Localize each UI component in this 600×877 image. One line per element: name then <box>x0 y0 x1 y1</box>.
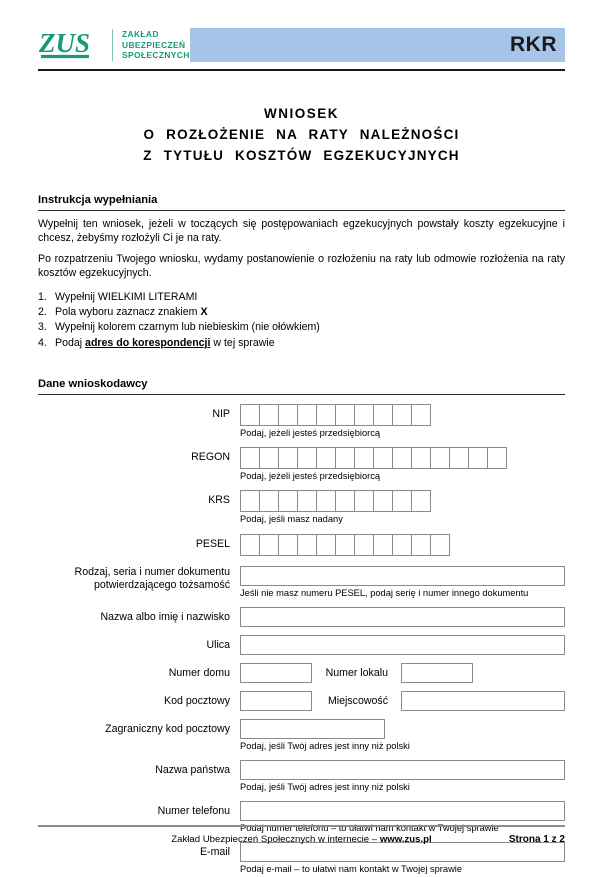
org-name <box>122 28 190 62</box>
char-cell[interactable] <box>297 447 317 469</box>
instructions-heading: Instrukcja wypełniania <box>38 194 565 211</box>
char-cell[interactable] <box>259 534 279 556</box>
char-cell[interactable] <box>240 534 260 556</box>
email-input[interactable] <box>240 842 565 862</box>
char-cell[interactable] <box>335 447 355 469</box>
char-cell[interactable] <box>316 534 336 556</box>
house-flat-row <box>38 663 565 683</box>
instructions-paragraph-1: Wypełnij ten wniosek, jeżeli w toczących się postępowaniach egzekucyjnych powstały koszty egzekucyjne i chcesz, żebyśmy rozłożyli Ci je na raty. <box>38 217 565 244</box>
email-hint: Podaj e-mail – to ułatwi nam kontakt w Twojej sprawie <box>240 864 463 875</box>
instructions-list <box>38 290 565 351</box>
phone-hint: Podaj numer telefonu – to ułatwi nam kontakt w Twojej sprawie <box>240 823 499 834</box>
char-cell[interactable] <box>259 404 279 426</box>
char-cell[interactable] <box>259 490 279 512</box>
char-cell[interactable] <box>354 490 374 512</box>
nip-input[interactable] <box>240 404 565 426</box>
zus-logo <box>38 28 106 62</box>
char-cell[interactable] <box>316 404 336 426</box>
char-cell[interactable] <box>487 447 507 469</box>
email-label: E-mail <box>199 846 230 859</box>
regon-hint: Podaj, jeżeli jesteś przedsiębiorcą <box>240 471 381 482</box>
char-cell[interactable] <box>316 447 336 469</box>
nip-label: NIP <box>212 408 230 421</box>
street-label: Ulica <box>206 638 230 651</box>
flat-number-label: Numer lokalu <box>325 666 388 679</box>
char-cell[interactable] <box>278 534 298 556</box>
char-cell[interactable] <box>240 490 260 512</box>
street-input[interactable] <box>240 635 565 655</box>
char-cell[interactable] <box>240 447 260 469</box>
char-cell[interactable] <box>392 490 412 512</box>
char-cell[interactable] <box>449 447 469 469</box>
footer-text <box>38 834 565 845</box>
city-input[interactable] <box>401 691 565 711</box>
char-cell[interactable] <box>278 490 298 512</box>
char-cell[interactable] <box>335 490 355 512</box>
header-rule <box>38 69 565 71</box>
char-cell[interactable] <box>354 447 374 469</box>
krs-row <box>38 490 565 525</box>
list-item <box>38 320 565 335</box>
char-cell[interactable] <box>354 404 374 426</box>
char-cell[interactable] <box>373 404 393 426</box>
form-page <box>0 28 600 875</box>
title-line: WNIOSEK <box>263 106 339 121</box>
email-row <box>38 842 565 875</box>
applicant-form <box>38 404 565 875</box>
country-input[interactable] <box>240 760 565 780</box>
title-line: Z TYTUŁU KOSZTÓW EGZEKUCYJNYCH <box>143 147 460 163</box>
char-cell[interactable] <box>278 447 298 469</box>
pesel-label: PESEL <box>195 537 230 550</box>
nip-row <box>38 404 565 439</box>
char-cell[interactable] <box>373 534 393 556</box>
char-cell[interactable] <box>411 404 431 426</box>
house-number-label: Numer domu <box>168 666 230 679</box>
postal-code-label: Kod pocztowy <box>164 694 230 707</box>
phone-input[interactable] <box>240 801 565 821</box>
identity-document-hint: Jeśli nie masz numeru PESEL, podaj serię i numer innego dokumentu <box>240 587 529 598</box>
char-cell[interactable] <box>430 534 450 556</box>
pesel-input[interactable] <box>240 534 565 556</box>
char-cell[interactable] <box>335 534 355 556</box>
char-cell[interactable] <box>411 534 431 556</box>
foreign-postal-row <box>38 719 565 752</box>
name-input[interactable] <box>240 607 565 627</box>
header <box>38 28 565 62</box>
list-item <box>38 290 565 305</box>
form-title <box>38 104 565 167</box>
list-text: Wypełnij kolorem czarnym lub niebieskim (nie ołówkiem) <box>55 321 320 334</box>
krs-label: KRS <box>208 494 230 507</box>
city-label: Miejscowość <box>327 694 388 707</box>
nip-hint: Podaj, jeżeli jesteś przedsiębiorcą <box>240 428 381 439</box>
list-number: 3. <box>38 321 47 334</box>
identity-document-input[interactable] <box>240 566 565 586</box>
char-cell[interactable] <box>411 490 431 512</box>
org-line: UBEZPIECZEŃ <box>122 39 186 50</box>
phone-label: Numer telefonu <box>157 805 230 818</box>
char-cell[interactable] <box>240 404 260 426</box>
char-cell[interactable] <box>392 447 412 469</box>
logo-divider <box>112 29 113 61</box>
foreign-postal-label: Zagraniczny kod pocztowy <box>105 722 230 735</box>
applicant-section-heading: Dane wnioskodawcy <box>38 378 565 395</box>
footer-rule <box>38 825 565 827</box>
list-number: 1. <box>38 290 47 303</box>
identity-document-label: Rodzaj, seria i numer dokumentu potwierdzającego tożsamość <box>74 565 230 591</box>
org-line: ZAKŁAD <box>122 28 159 39</box>
char-cell[interactable] <box>259 447 279 469</box>
char-cell[interactable] <box>373 490 393 512</box>
list-text: Wypełnij WIELKIMI LITERAMI <box>55 290 198 303</box>
page-number: Strona 1 z 2 <box>508 834 565 845</box>
krs-input[interactable] <box>240 490 565 512</box>
postal-code-input[interactable] <box>240 691 312 711</box>
country-label: Nazwa państwa <box>155 763 230 776</box>
title-line: O ROZŁOŻENIE NA RATY NALEŻNOŚCI <box>143 126 460 142</box>
char-cell[interactable] <box>354 534 374 556</box>
list-item <box>38 336 565 351</box>
org-line: SPOŁECZNYCH <box>122 50 190 61</box>
country-hint: Podaj, jeśli Twój adres jest inny niż polski <box>240 781 410 792</box>
char-cell[interactable] <box>468 447 488 469</box>
name-row <box>38 607 565 627</box>
identity-document-row <box>38 566 565 599</box>
list-text: Podaj adres do korespondencji w tej sprawie <box>55 336 275 349</box>
svg-text:ZUS: ZUS <box>39 28 91 58</box>
list-number: 4. <box>38 336 47 349</box>
char-cell[interactable] <box>278 404 298 426</box>
form-code: RKR <box>510 33 557 56</box>
postal-city-row <box>38 691 565 711</box>
char-cell[interactable] <box>335 404 355 426</box>
list-number: 2. <box>38 306 47 318</box>
footer-center: Zakład Ubezpieczeń Społecznych w internecie – www.zus.pl <box>171 834 432 845</box>
char-cell[interactable] <box>297 404 317 426</box>
flat-number-input[interactable] <box>401 663 473 683</box>
char-cell[interactable] <box>430 447 450 469</box>
country-row <box>38 760 565 793</box>
name-label: Nazwa albo imię i nazwisko <box>100 610 230 623</box>
char-cell[interactable] <box>316 490 336 512</box>
char-cell[interactable] <box>411 447 431 469</box>
pesel-row <box>38 534 565 556</box>
zus-logo-icon <box>38 28 96 62</box>
house-number-input[interactable] <box>240 663 312 683</box>
regon-input[interactable] <box>240 447 565 469</box>
foreign-postal-hint: Podaj, jeśli Twój adres jest inny niż polski <box>240 740 410 751</box>
foreign-postal-input[interactable] <box>240 719 385 739</box>
street-row <box>38 635 565 655</box>
regon-label: REGON <box>191 451 230 464</box>
char-cell[interactable] <box>297 534 317 556</box>
krs-hint: Podaj, jeśli masz nadany <box>240 514 343 525</box>
regon-row <box>38 447 565 482</box>
char-cell[interactable] <box>392 534 412 556</box>
list-item <box>38 305 565 320</box>
char-cell[interactable] <box>392 404 412 426</box>
char-cell[interactable] <box>373 447 393 469</box>
footer <box>38 825 565 845</box>
instructions-paragraph-2: Po rozpatrzeniu Twojego wniosku, wydamy postanowienie o rozłożeniu na raty lub odmowie rozłożenia na raty kosztów egzekucyjnych. <box>38 252 565 279</box>
char-cell[interactable] <box>297 490 317 512</box>
form-code-band <box>190 28 565 62</box>
list-text: Pola wyboru zaznacz znakiem X <box>55 306 208 318</box>
